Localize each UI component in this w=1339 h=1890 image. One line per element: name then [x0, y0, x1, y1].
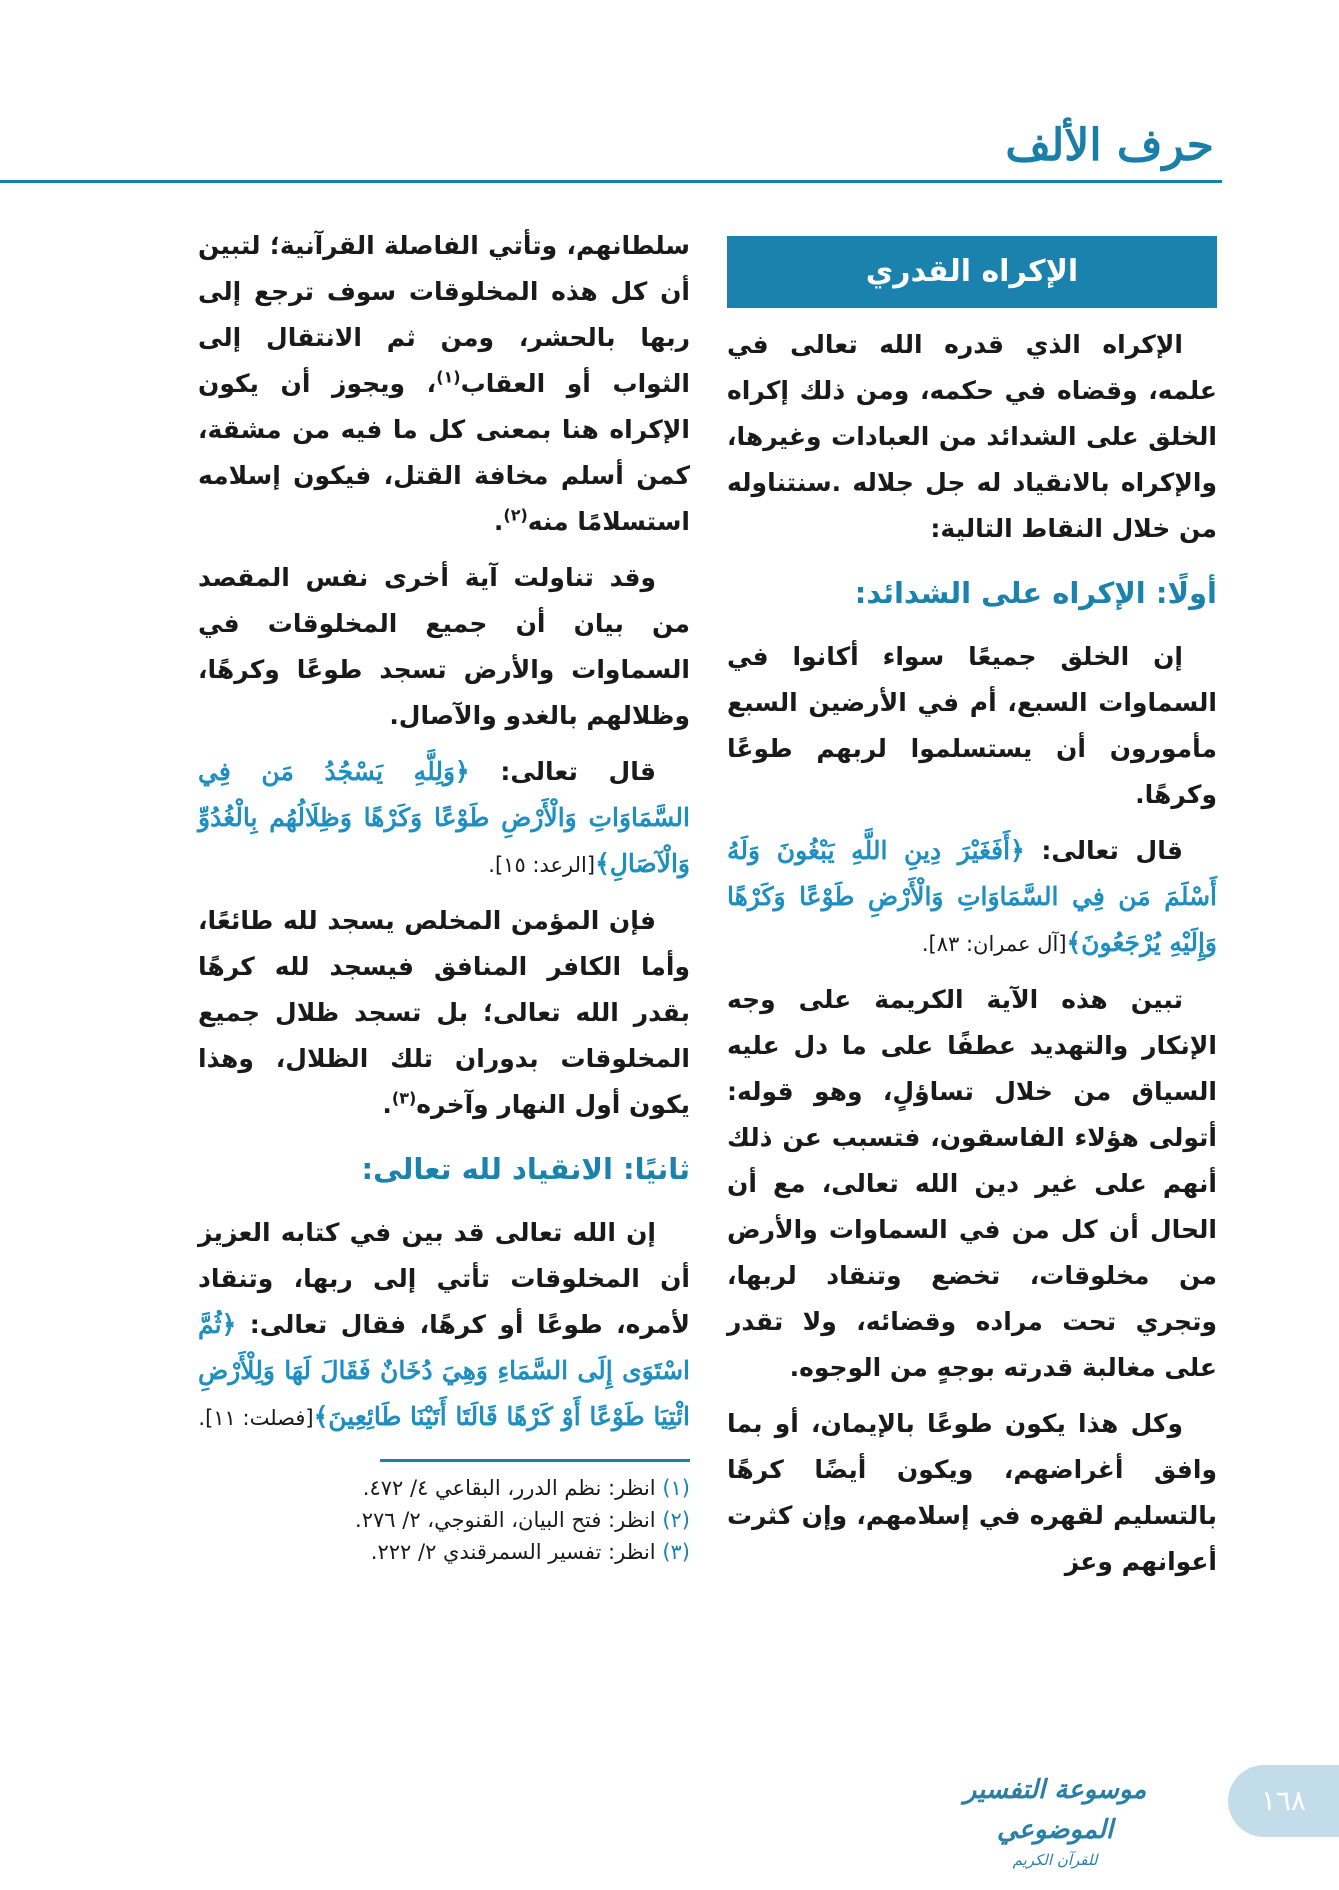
- verse-paragraph: [198, 749, 690, 888]
- left-column: [198, 223, 690, 1568]
- paragraph-text: إن الله تعالى قد بين في كتابه العزيز أن المخلوقات تأتي إلى ربها، وتنقاد لأمره، طوعًا أو كرهًا، فقال تعالى:: [198, 1218, 690, 1339]
- footnote-item: [198, 1504, 690, 1536]
- paragraph-text: سلطانهم، وتأتي الفاصلة القرآنية؛ لتبين أن كل هذه المخلوقات سوف ترجع إلى ربها بالحشر، ومن ثم الانتقال إلى الثواب أو العقاب: [198, 231, 690, 398]
- paragraph-text: فإن المؤمن المخلص يسجد لله طائعًا، وأما الكافر المنافق فيسجد لله كرهًا بقدر الله تعالى؛ بل تسجد ظلال جميع المخلوقات بدوران تلك الظلال، وهذا يكون أول النهار وآخره: [198, 906, 690, 1119]
- section-title: الإكراه القدري: [727, 236, 1217, 308]
- footnote-item: [198, 1472, 690, 1504]
- footnote-marker: (٣): [391, 1088, 417, 1108]
- footnotes: [198, 1472, 690, 1568]
- quran-verse: ﴿أَفَغَيْرَ دِينِ اللَّهِ يَبْغُونَ وَلَهُ أَسْلَمَ مَن فِي السَّمَاوَاتِ وَالْأَرْضِ طَوْعًا وَكَرْهًا وَإِلَيْهِ يُرْجَعُونَ﴾: [727, 836, 1217, 957]
- logo-subtitle: للقرآن الكريم: [1012, 1851, 1098, 1869]
- subheading-second: ثانيًا: الانقياد لله تعالى:: [361, 1152, 690, 1186]
- footnote-number: (١): [662, 1476, 690, 1500]
- quran-verse: ﴿وَلِلَّهِ يَسْجُدُ مَن فِي السَّمَاوَاتِ وَالْأَرْضِ طَوْعًا وَكَرْهًا وَظِلَالُهُم بِالْغُدُوِّ وَالْآصَالِ﴾: [198, 757, 690, 878]
- footnote-divider: [380, 1459, 690, 1462]
- footnote-item: [198, 1536, 690, 1568]
- quran-verse: ﴿ثُمَّ اسْتَوَى إِلَى السَّمَاءِ وَهِيَ دُخَانٌ فَقَالَ لَهَا وَلِلْأَرْضِ ائْتِيَا طَوْعًا أَوْ كَرْهًا قَالَتَا أَتَيْنَا طَائِعِينَ﴾: [198, 1310, 690, 1431]
- verse-paragraph: [198, 1210, 690, 1441]
- footnote-text: انظر: تفسير السمرقندي ٢/ ٢٢٢.: [370, 1540, 656, 1564]
- paragraph-text: .: [493, 507, 504, 536]
- intro-paragraph: الإكراه الذي قدره الله تعالى في علمه، وقضاه في حكمه، ومن ذلك إكراه الخلق على الشدائد من العبادات وغيرها، والإكراه بالانقياد له جل جلاله .سنتناوله من خلال النقاط التالية:: [727, 330, 1217, 543]
- paragraph: [198, 898, 690, 1128]
- footnote-number: (٣): [662, 1540, 690, 1564]
- verse-paragraph: [727, 828, 1217, 967]
- paragraph: وكل هذا يكون طوعًا بالإيمان، أو بما وافق أغراضهم، ويكون أيضًا كرهًا بالتسليم لقهره في إسلامهم، وإن كثرت أعوانهم وعز: [727, 1409, 1217, 1576]
- footnote-text: انظر: نظم الدرر، البقاعي ٤/ ٤٧٢.: [362, 1476, 656, 1500]
- footnote-text: انظر: فتح البيان، القنوجي، ٢/ ٢٧٦.: [355, 1508, 656, 1532]
- footnote-marker: (١): [436, 367, 461, 387]
- paragraph: تبين هذه الآية الكريمة على وجه الإنكار والتهديد عطفًا على ما دل عليه السياق من خلال تساؤلٍ، وهو قوله: أتولى هؤلاء الفاسقون، فتسبب عن ذلك أنهم على غير دين الله تعالى، مع أن الحال أن كل من في السماوات والأرض من مخلوقات، تخضع وتنقاد لربها، وتجري تحت مراده وقضائه، ولا تقدر على مغالبة قدرته بوجهٍ من الوجوه.: [727, 985, 1217, 1382]
- verse-lead: قال تعالى:: [1024, 836, 1183, 865]
- paragraph-text: .: [382, 1090, 392, 1119]
- right-column: [727, 236, 1217, 1595]
- chapter-title: حرف الألف: [1005, 120, 1214, 171]
- verse-reference: [فصلت: ١١].: [198, 1406, 314, 1430]
- page-number: ١٦٨: [1228, 1765, 1339, 1837]
- paragraph: وقد تناولت آية أخرى نفس المقصد من بيان أن جميع المخلوقات في السماوات والأرض تسجد طوعًا وكرهًا، وظلالهم بالغدو والآصال.: [198, 563, 690, 730]
- footnote-marker: (٢): [503, 505, 528, 525]
- header-divider: [0, 180, 1222, 183]
- paragraph: [198, 223, 690, 545]
- subheading-first: أولًا: الإكراه على الشدائد:: [854, 576, 1217, 610]
- verse-reference: [الرعد: ١٥].: [488, 853, 596, 877]
- verse-reference: [آل عمران: ٨٣].: [921, 932, 1067, 956]
- paragraph-text: ، ويجوز أن يكون الإكراه هنا بمعنى كل ما فيه من مشقة، كمن أسلم مخافة القتل، فيكون إسلامه استسلامًا منه: [198, 369, 690, 536]
- paragraph: إن الخلق جميعًا سواء أكانوا في السماوات السبع، أم في الأرضين السبع مأمورون أن يستسلموا لربهم طوعًا وكرهًا.: [727, 642, 1217, 809]
- encyclopedia-logo: [925, 1770, 1185, 1869]
- footnote-number: (٢): [662, 1508, 690, 1532]
- logo-title: موسوعة التفسير الموضوعي: [963, 1775, 1147, 1845]
- verse-lead: قال تعالى:: [469, 757, 657, 786]
